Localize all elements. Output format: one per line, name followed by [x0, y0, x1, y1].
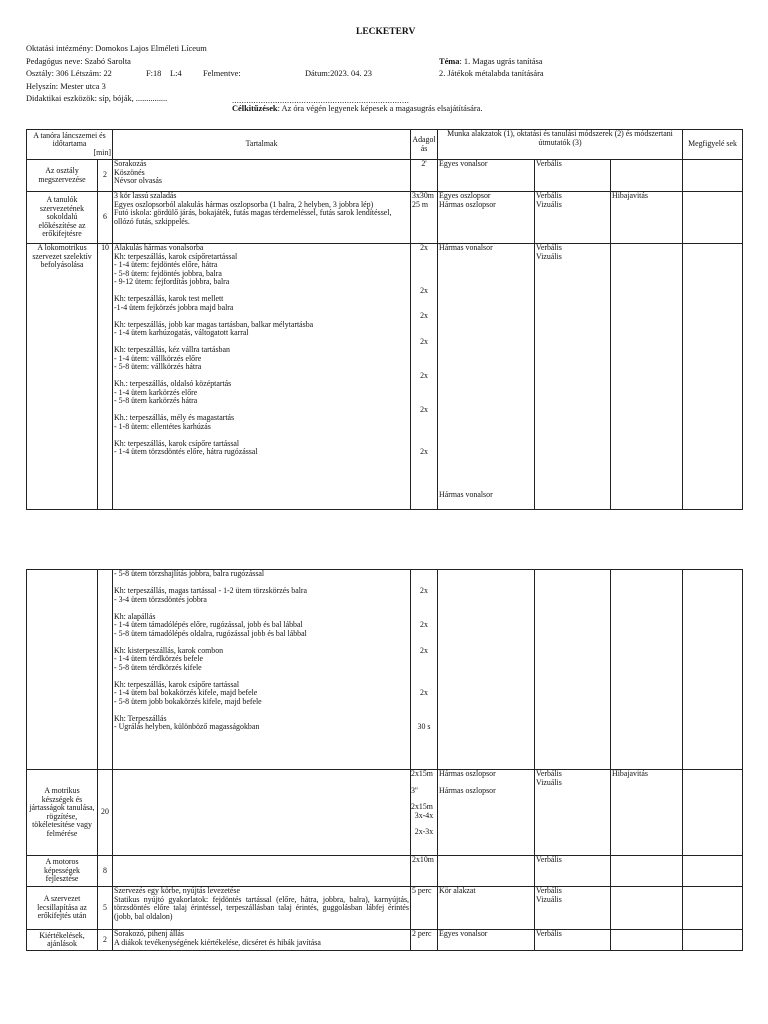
table-row — [27, 856, 743, 887]
guidance-cell: Hibajavitás — [611, 192, 683, 244]
method-cell: Verbális — [535, 856, 611, 887]
content-line: - Ugrálás helyben, különböző magasságokban — [114, 722, 260, 731]
content-line: Szervezés egy körbe, nyújtás levezetése — [114, 886, 240, 895]
dose-column-header: Adagol ás — [411, 130, 438, 160]
content-line: Futó iskola: gördülő járás, bokajáték, futás magas térdemeléssel, futás sarok lendítéssel, ollózó futás, szkippelés. — [114, 208, 392, 226]
minutes-cell — [98, 570, 113, 770]
method-value: Verbális — [536, 769, 562, 778]
content-cell — [113, 770, 411, 856]
content-line: Kh: terpeszállás, karok test mellett — [114, 294, 224, 303]
methods-column-header: Munka alakzatok (1), oktatási és tanulási módszerek (2) és módszertani útmutatók (3) — [438, 130, 683, 160]
content-line: Alakulás hármas vonalsorba — [114, 243, 204, 252]
formation-cell — [438, 192, 535, 244]
content-line: - 5-8 ütem: fejdöntés jobbra, balra — [114, 268, 222, 278]
content-line: Kh: terpeszállás, kéz vállra tartásban — [114, 345, 230, 354]
content-line: Kh: alapállás — [114, 611, 156, 621]
stage-cell: A motrikus készségek és jártasságok tanulása, rögzítése, tökéletesítése vagy felmérése — [27, 770, 98, 856]
dose-value: 2x — [420, 243, 428, 252]
minutes-cell: 20 — [98, 770, 113, 856]
observation-cell — [683, 887, 743, 930]
content-line: - 1-4 ütem bal bokakörzés kifele, majd befele — [114, 688, 258, 697]
dose-value: 2x-3x — [414, 827, 434, 836]
dose-cell — [411, 570, 438, 770]
content-line: - 1-4 ütem támadólépés előre, rugózással, jobb és bal lábbal — [114, 620, 303, 629]
formation-cell — [438, 770, 535, 856]
dose-value: 2x15m — [411, 769, 433, 778]
dose-cell — [411, 244, 438, 510]
table-row — [27, 887, 743, 930]
guidance-cell — [611, 887, 683, 930]
minutes-cell: 2 — [98, 160, 113, 192]
content-line: - 5-8 ütem törzshajlítás jobbra, balra rugózással — [114, 569, 265, 578]
goal-line — [232, 104, 482, 113]
dose-value: 2x — [420, 620, 428, 629]
table-row — [27, 930, 743, 951]
content-line: Sorakozás — [114, 159, 147, 168]
method-value: Vizuális — [536, 894, 562, 904]
content-line: Kh: terpeszállás, karok csípőre tartással — [114, 679, 240, 689]
stage-cell: Kiértékelések, ajánlások — [27, 930, 98, 951]
minutes-cell: 6 — [98, 192, 113, 244]
content-cell — [113, 570, 411, 770]
content-line: A diákok tevékenységének kiértékelése, dicséret és hibák javítása — [114, 937, 321, 947]
formation-cell — [438, 244, 535, 510]
content-cell — [113, 856, 411, 887]
table-row — [27, 570, 743, 770]
dots-line: .......................................................................... — [232, 96, 410, 105]
dose-value: 30 s — [417, 722, 431, 731]
observations-column-header: Megfigyelé sek — [683, 130, 743, 160]
minutes-cell: 8 — [98, 856, 113, 887]
location-line: Helyszín: Mester utca 3 — [26, 82, 106, 91]
table-row — [27, 244, 743, 510]
formation-value: Hármas oszlopsor — [439, 785, 496, 795]
content-line: Kh: terpeszállás, karok csípőre tartással — [114, 438, 240, 448]
method-cell — [535, 887, 611, 930]
stage-cell — [27, 570, 98, 770]
content-line: Kh: kisterpeszállás, karok combon — [114, 645, 224, 655]
date-line: Dátum:2023. 04. 23 — [305, 69, 372, 78]
formation-value: Hármas vonalsor — [439, 489, 493, 499]
observation-cell — [683, 160, 743, 192]
content-line: Kh: terpeszállás, magas tartással - 1-2 ütem törzskörzés balra — [114, 586, 308, 595]
content-line: Statikus nyújtó gyakorlatok: fejdöntés tartással (előre, hátra, jobbra, balra), karnyújtás, törzsdöntés előre talaj érintéssel, terpeszállásban talaj érintés, guggolásban lábfej érintés (jobb, bal oldalon) — [114, 894, 409, 921]
content-line: - 3-4 ütem törzsdöntés jobbra — [114, 594, 207, 604]
method-cell: Verbális — [535, 160, 611, 192]
observation-cell — [683, 856, 743, 887]
content-line: - 1-4 ütem törzsdöntés előre, hátra rugózással — [114, 447, 258, 456]
dose-value: 3x30m — [412, 191, 434, 200]
dose-cell — [411, 770, 438, 856]
observation-cell — [683, 770, 743, 856]
topic-text-1: : 1. Magas ugrás tanítása — [459, 57, 543, 66]
method-value: Vizuális — [536, 199, 562, 209]
dose-value: 2x — [420, 447, 428, 456]
observation-cell — [683, 570, 743, 770]
content-line: Névsor olvasás — [114, 176, 163, 185]
content-column-header: Tartalmak — [113, 130, 411, 160]
content-line: - 1-8 ütem: ellentétes karhúzás — [114, 421, 211, 431]
dose-cell: 5 perc — [411, 887, 438, 930]
dose-value: 2x15m — [411, 802, 433, 811]
stage-cell: A lokomotrikus szervezet szelektív befolyásolása — [27, 244, 98, 510]
method-cell — [535, 192, 611, 244]
formation-cell — [438, 856, 535, 887]
stage-cell: Az osztály megszervezése — [27, 160, 98, 192]
content-line: - 1-4 ütem: vállkörzés előre — [114, 353, 202, 363]
dose-value: 2x — [420, 370, 428, 380]
content-cell — [113, 930, 411, 951]
guidance-cell — [611, 160, 683, 192]
observation-cell — [683, 192, 743, 244]
content-line: - 1-4 ütem karhúzogatás, váltogatott karral — [114, 328, 249, 337]
content-line: - 5-8 ütem térdkörzés kifele — [114, 662, 202, 672]
minutes-cell: 2 — [98, 930, 113, 951]
method-cell: Verbális — [535, 930, 611, 951]
guidance-cell — [611, 856, 683, 887]
guidance-cell: Hibajavitás — [611, 770, 683, 856]
method-cell — [535, 244, 611, 510]
dose-value: 3'' — [411, 785, 418, 795]
stage-cell: A motoros képességek fejlesztése — [27, 856, 98, 887]
stage-column-header — [27, 130, 113, 160]
content-line: - 1-4 ütem: fejdöntés előre, hátra — [114, 260, 218, 269]
stage-cell: A szervezet lecsillapítása az erőkifejtés után — [27, 887, 98, 930]
dose-cell: 2x10m — [411, 856, 438, 887]
method-value: Vizuális — [536, 251, 562, 261]
content-line: 3 kör lassú szaladás — [114, 191, 177, 200]
lesson-plan-table-page1 — [26, 129, 743, 510]
class-line: Osztály: 306 Létszám: 22 — [26, 69, 112, 78]
institution-line: Oktatási intézmény: Domokos Lajos Elméleti Líceum — [26, 44, 207, 53]
dose-value: 2x — [420, 336, 428, 346]
dose-value: 2x — [420, 404, 428, 414]
content-line: -1-4 ütem fejkörzés jobbra majd balra — [114, 302, 234, 312]
guidance-cell — [611, 244, 683, 510]
method-cell — [535, 770, 611, 856]
table-row — [27, 160, 743, 192]
minutes-cell: 10 — [98, 244, 113, 510]
content-line: - 5-8 ütem karkörzés hátra — [114, 396, 198, 405]
dose-value: 25 m — [412, 199, 429, 209]
dose-cell — [411, 192, 438, 244]
content-line: - 5-8 ütem jobb bokakörzés kifele, majd befele — [114, 696, 262, 706]
content-line: Egyes oszlopsorból alakulás hármas oszlopsorba (1 balra, 2 helyben, 3 jobbra lép) — [114, 199, 374, 209]
content-line: - 1-4 ütem karkörzés előre — [114, 387, 198, 397]
dose-value: 2x — [420, 688, 428, 697]
method-value: Verbális — [536, 886, 562, 895]
formation-cell: Egyes vonalsor — [438, 930, 535, 951]
dose-value: 3x-4x — [414, 810, 434, 820]
content-line: Kh: Terpeszállás — [114, 713, 167, 723]
content-line: Kh.: terpeszállás, mély és magastartás — [114, 413, 235, 422]
formation-cell: Egyes vonalsor — [438, 160, 535, 192]
exempt-label: Felmentve: — [203, 69, 241, 78]
topic-label: Téma — [439, 57, 460, 66]
content-line: Köszönés — [114, 167, 145, 177]
table-header-row — [27, 130, 743, 160]
minutes-cell: 5 — [98, 887, 113, 930]
content-line: Kh: terpeszállás, jobb kar magas tartásban, balkar mélytartásba — [114, 319, 314, 329]
topic-line-2: 2. Játékok métalabda tanítására — [439, 69, 544, 78]
formation-value: Hármas oszlopsor — [439, 199, 496, 209]
dose-value: 2x — [420, 586, 428, 595]
minutes-header: [min] — [93, 147, 112, 157]
content-line: - 9-12 ütem: fejfordítás jobbra, balra — [114, 277, 230, 286]
girls-count: F:18 — [146, 69, 162, 78]
boys-count: L:4 — [170, 69, 182, 78]
content-line: Sorakozó, pihenj állás — [114, 929, 184, 938]
method-value: Vizuális — [536, 777, 562, 787]
content-cell — [113, 244, 411, 510]
lesson-plan-table-page2 — [26, 569, 743, 951]
method-cell — [535, 570, 611, 770]
formation-value: Hármas vonalsor — [439, 243, 493, 252]
content-cell — [113, 160, 411, 192]
observation-cell — [683, 244, 743, 510]
dose-value: 2x — [420, 285, 428, 295]
stage-header-text: A tanóra láncszemei és időtartama — [33, 130, 106, 149]
formation-value: Egyes oszlopsor — [439, 191, 491, 200]
table-row — [27, 192, 743, 244]
document-title: LECKETERV — [356, 27, 416, 37]
table-row — [27, 770, 743, 856]
content-cell — [113, 192, 411, 244]
method-value: Verbális — [536, 191, 562, 200]
formation-value: Hármas oszlopsor — [439, 769, 496, 778]
content-line: - 5-8 ütem: vállkörzés hátra — [114, 362, 202, 371]
topic-line-1 — [439, 57, 543, 66]
content-line: - 1-4 ütem térdkörzés befele — [114, 654, 203, 663]
content-line: - 5-8 ütem támadólépés oldalra, rugózással jobb és bal lábbal — [114, 628, 307, 638]
guidance-cell — [611, 930, 683, 951]
dose-cell: 2 perc — [411, 930, 438, 951]
goal-label: Célkitűzések — [232, 104, 278, 113]
dose-value: 2x — [420, 645, 428, 655]
dose-cell: 2' — [411, 160, 438, 192]
content-line — [114, 604, 409, 613]
stage-cell: A tanulók szervezetének sokoldalú előkészítése az erőkifejtésre — [27, 192, 98, 244]
guidance-cell — [611, 570, 683, 770]
content-cell — [113, 887, 411, 930]
content-line: Kh.: terpeszállás, oldalsó középtartás — [114, 379, 232, 388]
method-value: Verbális — [536, 243, 562, 252]
teacher-line: Pedagógus neve: Szabó Sarolta — [26, 57, 131, 66]
formation-cell: Kör alakzat — [438, 887, 535, 930]
formation-cell — [438, 570, 535, 770]
dose-value: 2x — [420, 311, 428, 320]
goal-text: : Az óra végén legyenek képesek a magasugrás elsajátítására. — [277, 104, 483, 113]
tools-line: Didaktikai eszközök: síp, bóják, ............... — [26, 94, 168, 103]
observation-cell — [683, 930, 743, 951]
content-line: Kh: terpeszállás, karok csípőretartással — [114, 251, 238, 261]
